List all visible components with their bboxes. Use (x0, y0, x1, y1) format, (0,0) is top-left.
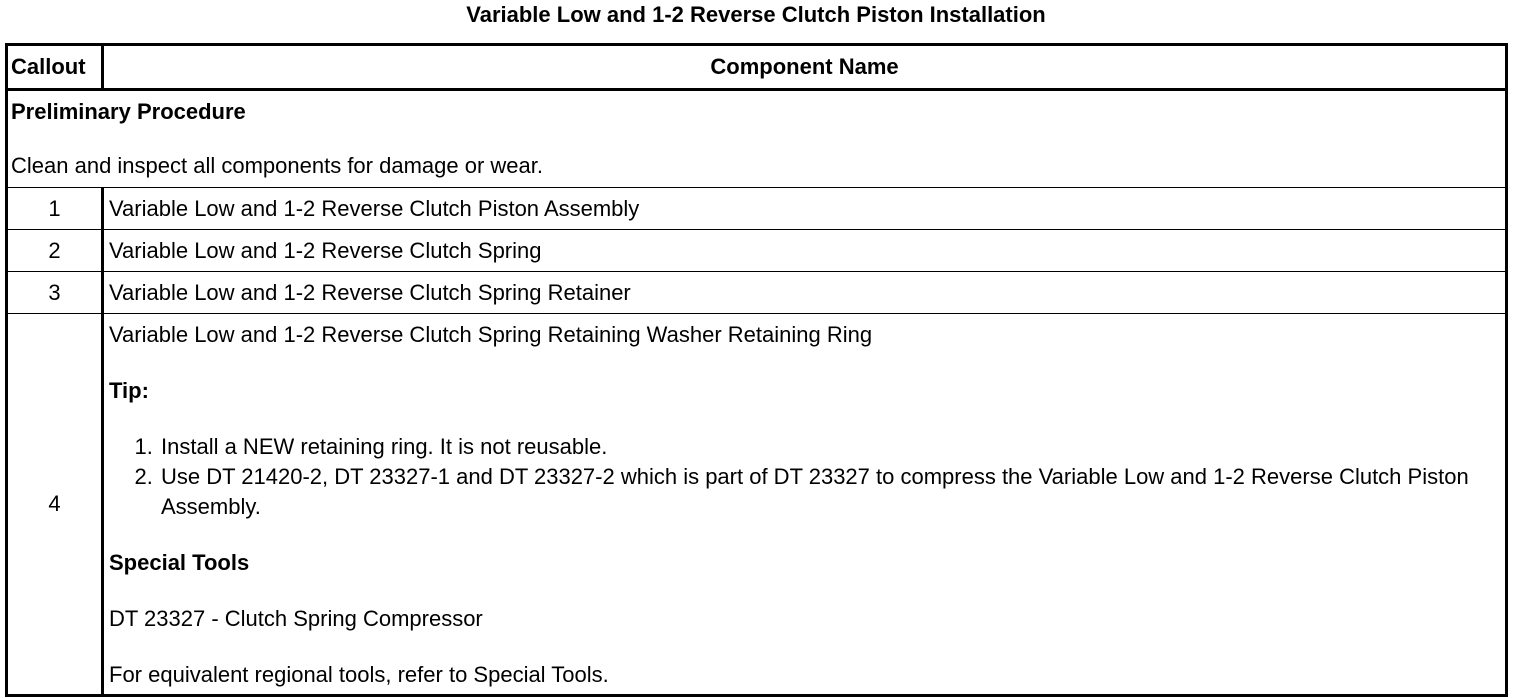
component-name: Variable Low and 1-2 Reverse Clutch Piston Assembly (103, 188, 1507, 230)
preliminary-cell (7, 90, 1507, 188)
preliminary-row (7, 90, 1507, 188)
table-header-row (7, 45, 1507, 90)
tip-list (109, 432, 1495, 522)
table-row (7, 272, 1507, 314)
component-name: Variable Low and 1-2 Reverse Clutch Spring Retainer (103, 272, 1507, 314)
special-tools-label: Special Tools (109, 550, 250, 575)
component-detail-cell (103, 314, 1507, 696)
preliminary-heading: Preliminary Procedure (11, 99, 246, 124)
callout-number: 4 (7, 314, 103, 696)
document-title: Variable Low and 1-2 Reverse Clutch Piston Installation (466, 2, 1046, 27)
regional-tools-note: For equivalent regional tools, refer to Special Tools. (109, 662, 609, 687)
table-row (7, 188, 1507, 230)
callout-number: 1 (7, 188, 103, 230)
column-header-callout: Callout (7, 45, 103, 90)
special-tool-item: DT 23327 - Clutch Spring Compressor (109, 606, 483, 631)
installation-table (5, 43, 1508, 697)
tip-label: Tip: (109, 378, 149, 403)
column-header-component-name: Component Name (103, 45, 1507, 90)
tip-item: 2. Use DT 21420-2, DT 23327-1 and DT 23327-2 which is part of DT 23327 to compress the Variable Low and 1-2 Reverse Clutch Piston Assembly. (159, 462, 1495, 522)
preliminary-text: Clean and inspect all components for damage or wear. (11, 153, 543, 178)
callout-number: 2 (7, 230, 103, 272)
component-name: Variable Low and 1-2 Reverse Clutch Spring Retaining Washer Retaining Ring (109, 322, 873, 347)
table-row (7, 230, 1507, 272)
tip-item: 1. Install a NEW retaining ring. It is not reusable. (159, 432, 1495, 462)
callout-number: 3 (7, 272, 103, 314)
component-name: Variable Low and 1-2 Reverse Clutch Spring (103, 230, 1507, 272)
table-row (7, 314, 1507, 696)
